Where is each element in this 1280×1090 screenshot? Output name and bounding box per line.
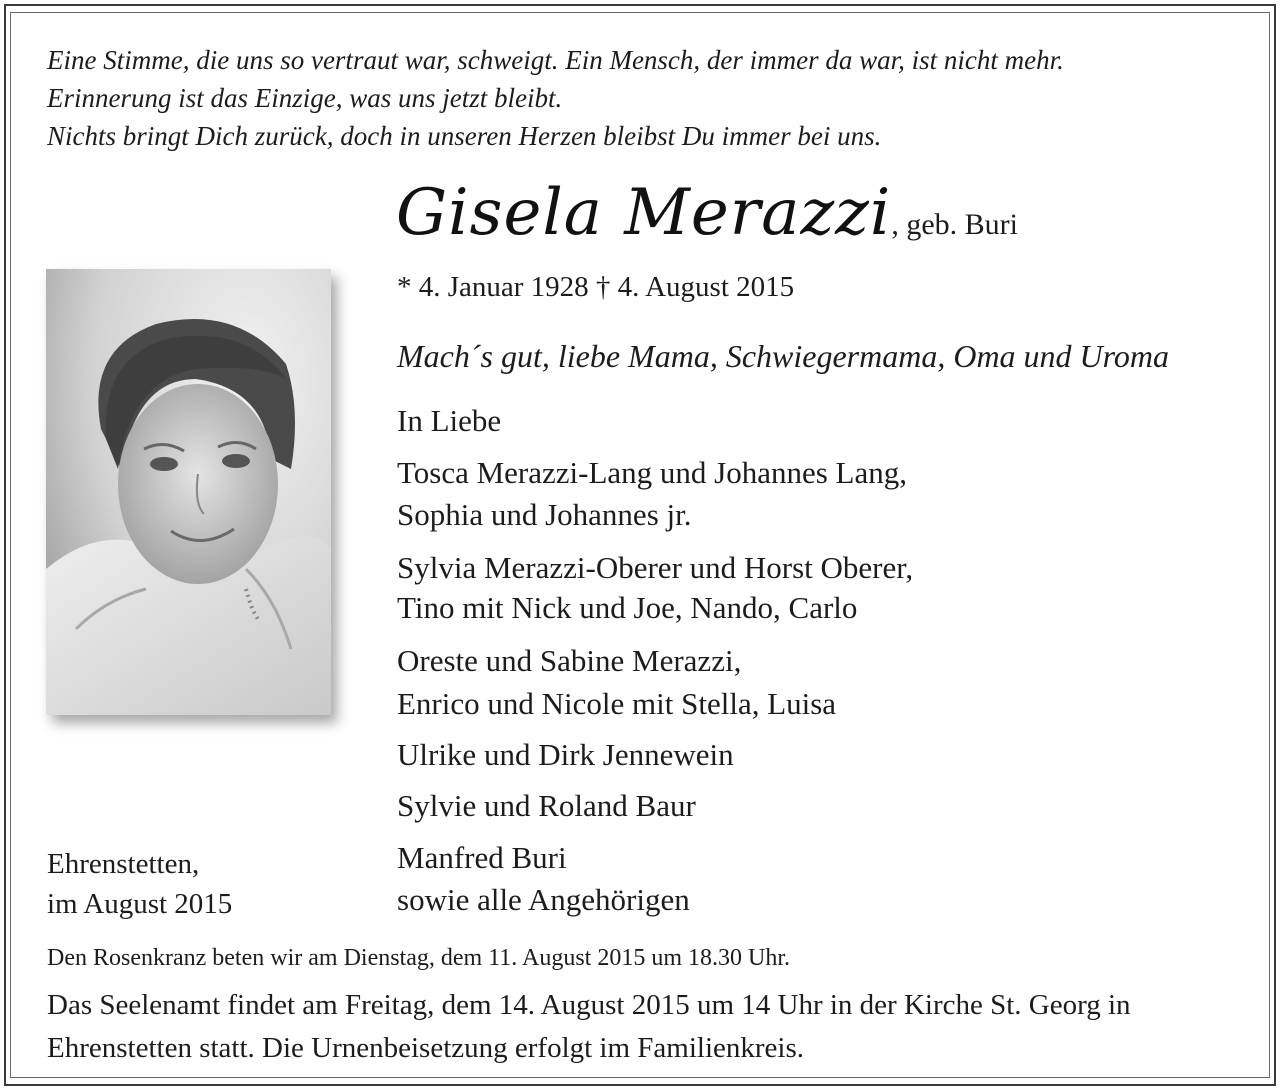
family-line: Ulrike und Dirk Jennewein [397,737,734,772]
farewell-line: Mach´s gut, liebe Mama, Schwiegermama, Oma und Uroma [397,338,1170,374]
place-line-1: Ehrenstetten, [47,848,200,880]
requiem-notice-line-1: Das Seelenamt findet am Freitag, dem 14. August 2015 um 14 Uhr in der Kirche St. Georg in [47,989,1131,1021]
family-line: Tosca Merazzi-Lang und Johannes Lang, [397,455,908,490]
family-line: Manfred Buri [397,840,567,875]
family-line: Tino mit Nick und Joe, Nando, Carlo [397,590,858,625]
requiem-notice-line-2: Ehrenstetten statt. Die Urnenbeisetzung erfolgt im Familienkreis. [47,1032,805,1064]
family-line: sowie alle Angehörigen [397,882,690,917]
family-line: Enrico und Nicole mit Stella, Luisa [397,686,837,721]
intro-line-1: Eine Stimme, die uns so vertraut war, schweigt. Ein Mensch, der immer da war, ist nicht mehr. [47,45,1064,75]
family-line: Sylvie und Roland Baur [397,788,696,823]
portrait-illustration [46,269,331,715]
intro-line-3: Nichts bringt Dich zurück, doch in unseren Herzen bleibst Du immer bei uns. [47,121,882,151]
place-line-2: im August 2015 [47,888,233,920]
family-line: Sylvia Merazzi-Oberer und Horst Oberer, [397,550,914,585]
maiden-name: , geb. Buri [891,208,1018,241]
deceased-name-row [396,176,1018,250]
life-dates: * 4. Januar 1928 † 4. August 2015 [397,271,795,303]
in-love-label: In Liebe [397,403,502,438]
deceased-name: Gisela Merazzi [396,176,892,250]
rosary-notice: Den Rosenkranz beten wir am Dienstag, dem 11. August 2015 um 18.30 Uhr. [47,945,790,971]
intro-line-2: Erinnerung ist das Einzige, was uns jetzt bleibt. [47,83,563,113]
portrait-photo [46,269,331,715]
family-line: Oreste und Sabine Merazzi, [397,643,742,678]
family-line: Sophia und Johannes jr. [397,497,692,532]
